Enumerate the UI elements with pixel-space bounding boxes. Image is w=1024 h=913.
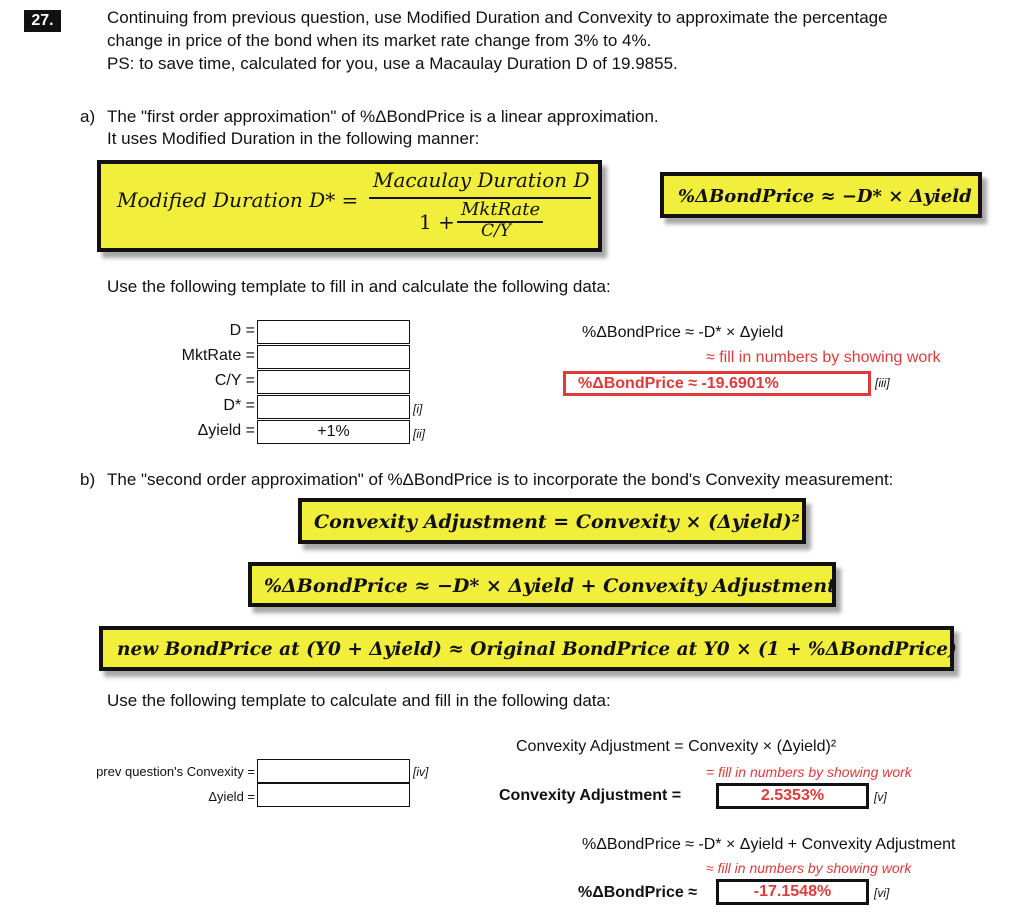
field-label-cy: C/Y =	[214, 372, 255, 389]
mod-dur-lhs: Modified Duration D* =	[117, 188, 359, 212]
convexity-adjustment-formula: Convexity Adjustment = Convexity × (Δyield)²	[314, 511, 800, 533]
question-line-2: change in price of the bond when its market rate change from 3% to 4%.	[107, 31, 652, 50]
first-order-formula: %ΔBondPrice ≈ −D* × Δyield	[678, 186, 972, 207]
input-dyield[interactable]: +1%	[257, 420, 410, 444]
input-dstar[interactable]	[257, 395, 410, 419]
tag-ii: [ii]	[413, 427, 425, 441]
ca-label: Convexity Adjustment =	[499, 787, 682, 804]
first-order-formula-box	[660, 172, 982, 218]
tag-vi: [vi]	[874, 886, 890, 900]
convexity-label: prev question's Convexity =	[96, 764, 255, 779]
input-convexity[interactable]	[257, 759, 410, 783]
part-a-line-1: The "first order approximation" of %ΔBondPrice is a linear approximation.	[107, 107, 659, 126]
tag-i: [i]	[413, 402, 423, 416]
mod-dur-den-num: MktRate	[461, 199, 541, 220]
bp-result-box: -17.1548%	[716, 879, 869, 905]
mod-dur-den-den: C/Y	[481, 221, 511, 241]
field-label-dstar: D* =	[223, 397, 255, 414]
calc-line-1: %ΔBondPrice ≈ -D* × Δyield	[582, 324, 784, 341]
mod-dur-den-pre: 1 +	[419, 210, 455, 234]
result-box-first-order: %ΔBondPrice ≈ -19.6901%	[563, 371, 871, 396]
ca-result-box: 2.5353%	[716, 783, 869, 809]
tag-iii: [iii]	[875, 376, 890, 390]
input-d[interactable]	[257, 320, 410, 344]
question-number: 27.	[24, 10, 61, 32]
part-b-letter: b)	[80, 470, 96, 489]
convexity-adjustment-formula-box	[298, 498, 806, 544]
question-line-3: PS: to save time, calculated for you, use a Macaulay Duration D of 19.9855.	[107, 54, 678, 73]
second-order-formula-box	[248, 562, 836, 607]
field-label-d: D =	[229, 322, 255, 339]
input-dyield-b[interactable]	[257, 783, 410, 807]
part-a-template-text: Use the following template to fill in and calculate the following data:	[107, 277, 611, 296]
part-b-line-1: The "second order approximation" of %ΔBondPrice is to incorporate the bond's Convexity measurement:	[107, 470, 894, 489]
part-a-letter: a)	[80, 107, 96, 126]
dyield-label-b: Δyield =	[208, 789, 255, 804]
field-label-mktrate: MktRate =	[181, 347, 255, 364]
calc-line-2: ≈ fill in numbers by showing work	[706, 349, 941, 366]
bp-line-2: ≈ fill in numbers by showing work	[706, 860, 912, 876]
part-b-template-text: Use the following template to calculate and fill in the following data:	[107, 691, 611, 710]
modified-duration-formula-box	[97, 160, 602, 252]
second-order-formula: %ΔBondPrice ≈ −D* × Δyield + Convexity Adjustment	[264, 575, 836, 597]
tag-iv: [iv]	[413, 765, 429, 779]
part-a-line-2: It uses Modified Duration in the following manner:	[107, 129, 480, 148]
input-mktrate[interactable]	[257, 345, 410, 369]
question-line-1: Continuing from previous question, use Modified Duration and Convexity to approximate the percentage	[107, 8, 888, 27]
new-bond-price-formula-box	[99, 626, 957, 671]
question-text	[107, 6, 1007, 75]
bp-label: %ΔBondPrice ≈	[578, 884, 697, 901]
new-bond-price-formula: new BondPrice at (Y0 + Δyield) ≈ Original BondPrice at Y0 × (1 + %ΔBondPrice)	[117, 639, 957, 660]
ca-line-1: Convexity Adjustment = Convexity × (Δyield)²	[516, 738, 837, 755]
input-cy[interactable]	[257, 370, 410, 394]
tag-v: [v]	[874, 790, 887, 804]
ca-line-2: = fill in numbers by showing work	[706, 764, 912, 780]
field-label-dyield: Δyield =	[197, 422, 255, 439]
bp-line-1: %ΔBondPrice ≈ -D* × Δyield + Convexity Adjustment	[582, 836, 956, 853]
mod-dur-numerator: Macaulay Duration D	[373, 168, 590, 192]
